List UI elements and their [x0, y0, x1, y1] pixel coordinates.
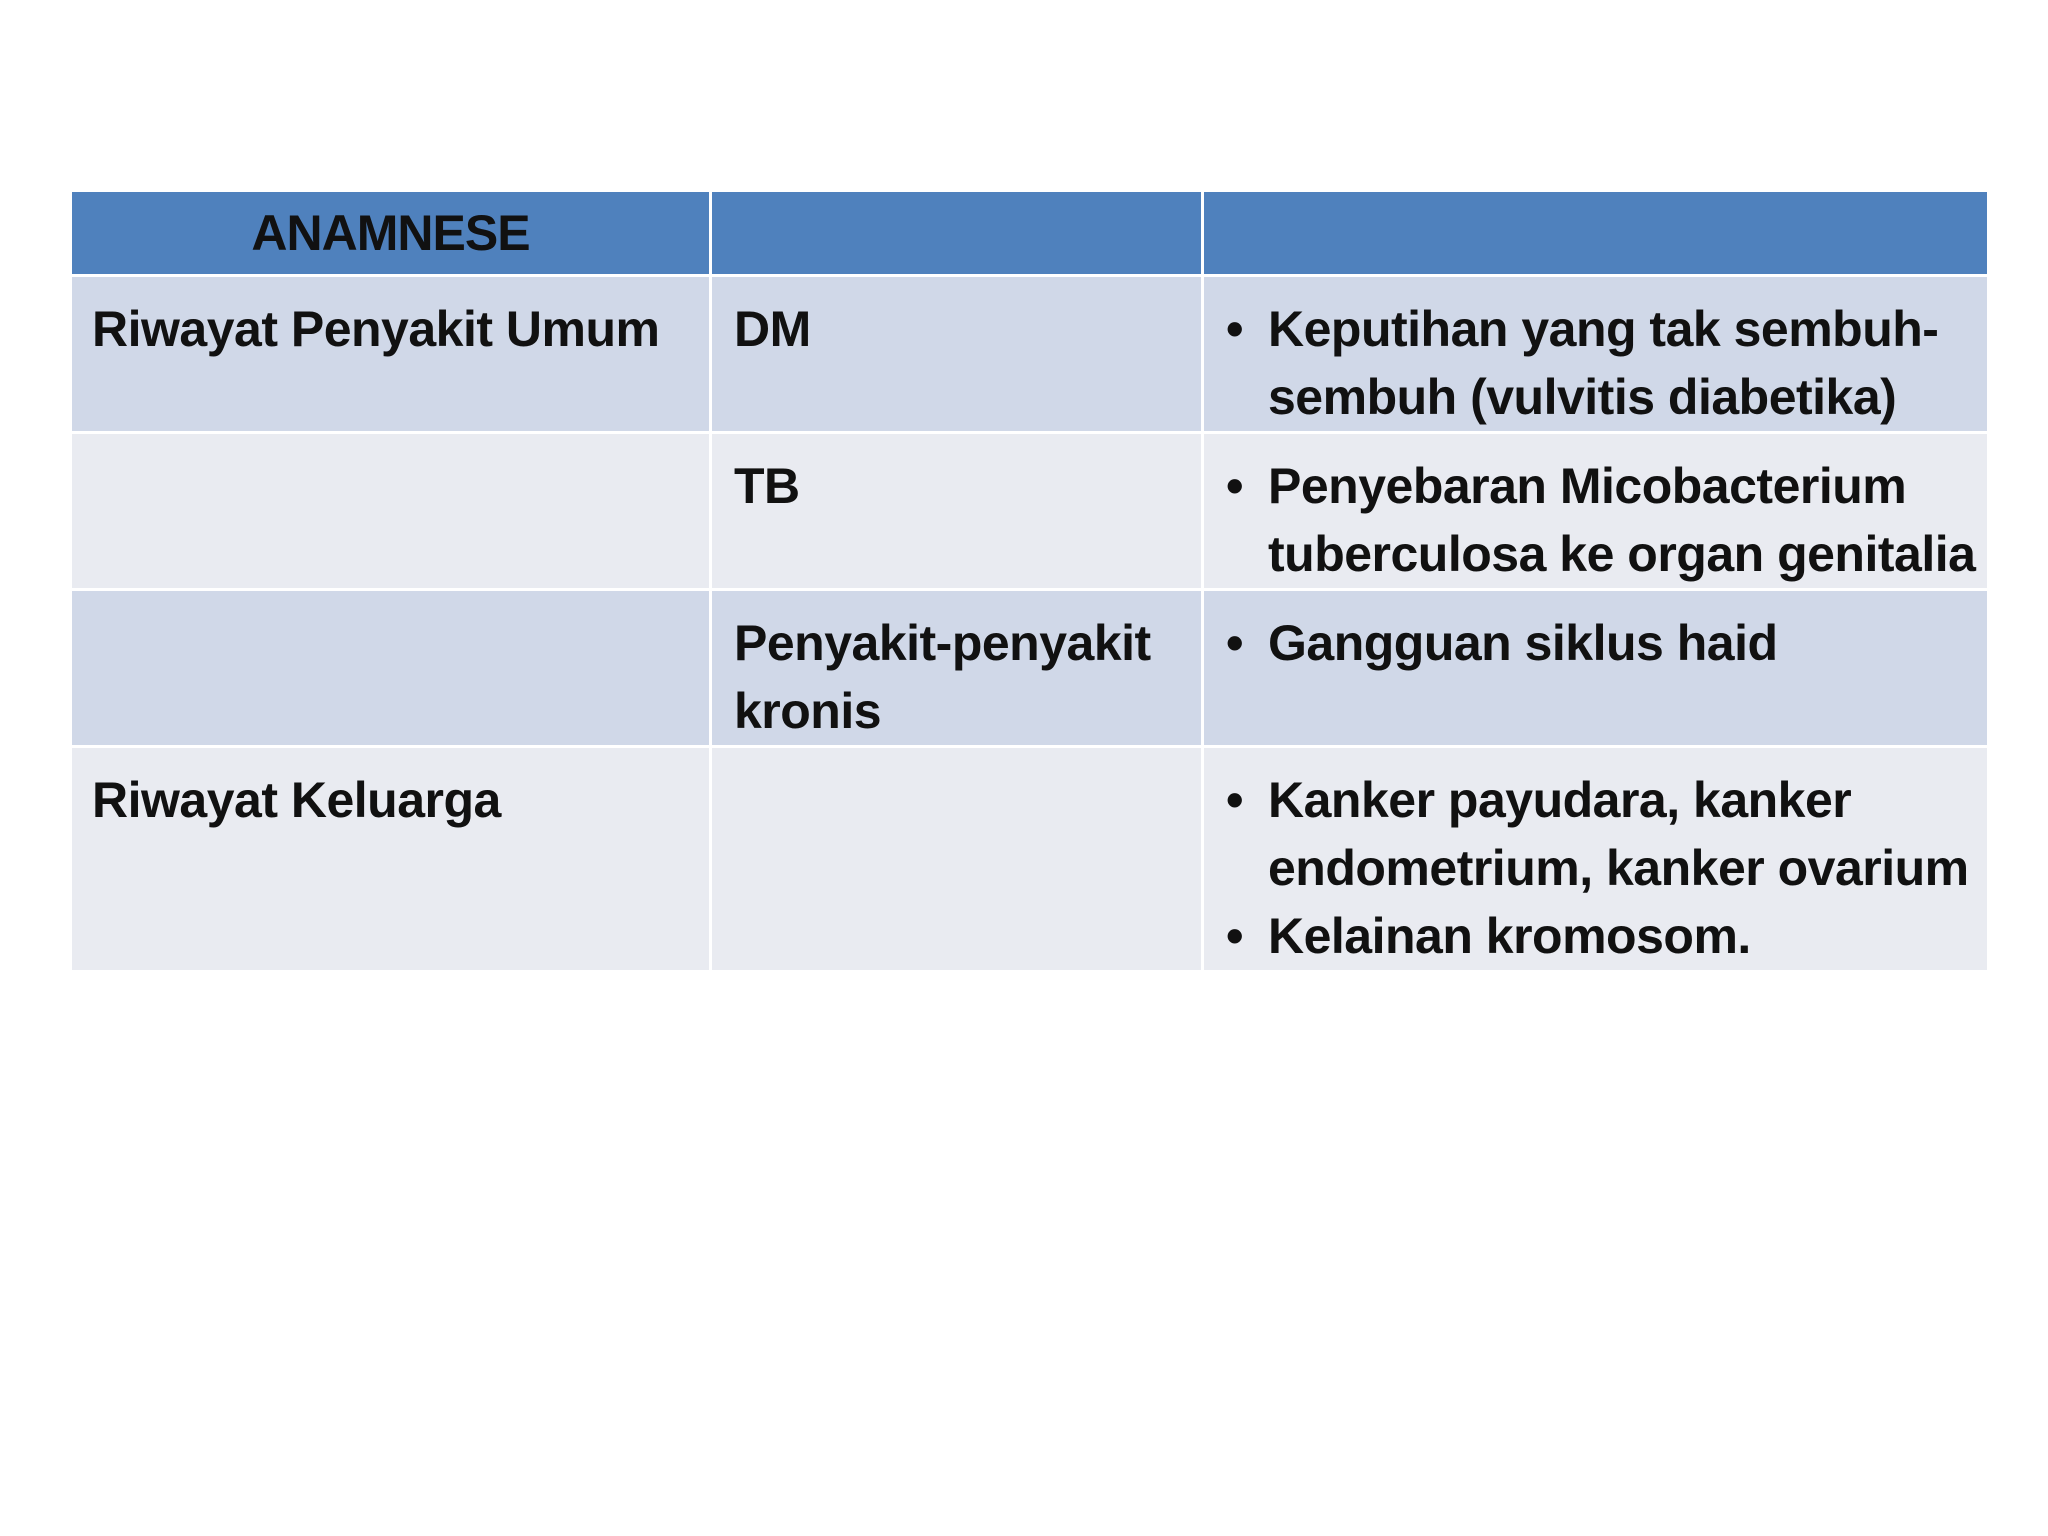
bullet-icon: • — [1226, 301, 1244, 357]
category-cell — [71, 433, 711, 590]
condition-cell — [711, 590, 1203, 747]
bullet-icon: • — [1226, 908, 1244, 964]
list-item — [1226, 452, 1977, 588]
note-text: Penyebaran Micobacterium tuberculosa ke organ genitalia — [1268, 458, 1976, 582]
table-header-row — [71, 191, 1989, 276]
condition-label: TB — [734, 458, 800, 514]
category-label: Riwayat Keluarga — [92, 772, 501, 828]
condition-cell — [711, 747, 1203, 972]
bullet-icon: • — [1226, 458, 1244, 514]
header-cell-2 — [711, 191, 1203, 276]
table-row — [71, 747, 1989, 972]
notes-cell — [1203, 747, 1989, 972]
category-label — [72, 591, 709, 609]
notes-cell — [1203, 590, 1989, 747]
header-title: ANAMNESE — [251, 205, 530, 261]
note-text: Gangguan siklus haid — [1268, 615, 1778, 671]
table-row — [71, 433, 1989, 590]
table-row — [71, 590, 1989, 747]
note-text: Kelainan kromosom. — [1268, 908, 1751, 964]
header-cell-3 — [1203, 191, 1989, 276]
category-cell — [71, 590, 711, 747]
list-item — [1226, 902, 1977, 970]
category-label — [72, 434, 709, 452]
condition-cell — [711, 276, 1203, 433]
notes-list — [1204, 434, 1987, 588]
condition-label — [712, 748, 1201, 766]
bullet-icon: • — [1226, 615, 1244, 671]
bullet-icon: • — [1226, 772, 1244, 828]
anamnese-table — [69, 189, 1990, 973]
list-item — [1226, 609, 1977, 677]
notes-list — [1204, 748, 1987, 970]
category-cell — [71, 747, 711, 972]
header-cell-anamnese — [71, 191, 711, 276]
table-row — [71, 276, 1989, 433]
notes-cell — [1203, 276, 1989, 433]
notes-list — [1204, 277, 1987, 431]
list-item — [1226, 295, 1977, 431]
list-item — [1226, 766, 1977, 902]
category-label: Riwayat Penyakit Umum — [92, 301, 660, 357]
note-text: Kanker payudara, kanker endometrium, kanker ovarium — [1268, 772, 1969, 896]
note-text: Keputihan yang tak sembuh-sembuh (vulvitis diabetika) — [1268, 301, 1939, 425]
condition-label: Penyakit-penyakit kronis — [734, 615, 1151, 739]
notes-list — [1204, 591, 1987, 677]
category-cell — [71, 276, 711, 433]
notes-cell — [1203, 433, 1989, 590]
condition-cell — [711, 433, 1203, 590]
condition-label: DM — [734, 301, 811, 357]
